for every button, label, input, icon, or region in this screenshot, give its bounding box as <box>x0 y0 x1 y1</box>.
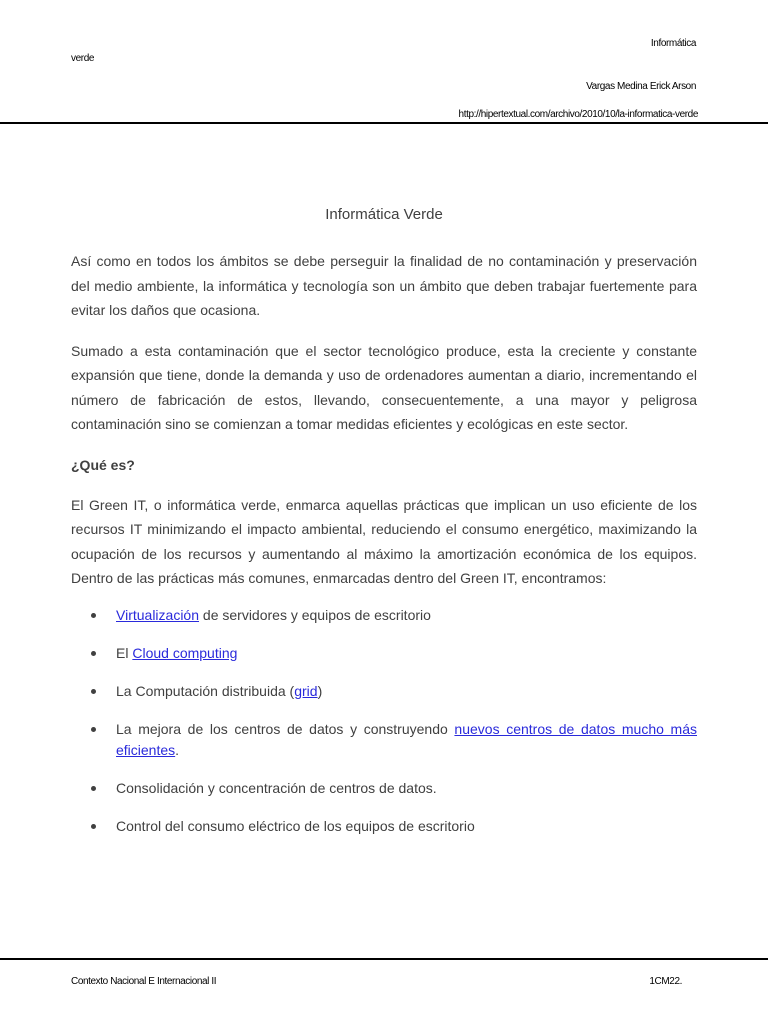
list-item-text: El <box>116 644 133 661</box>
list-item <box>71 719 697 761</box>
paragraph: Sumado a esta contaminación que el sector tecnológico produce, esta la creciente y constante expansión que tiene, donde la demanda y uso de ordenadores aumentan a diario, incrementando el número de fabricación de estos, llevando, consecuentemente, a una mayor y peligrosa contaminación sino se comienzan a tomar medidas eficientes y ecológicas en este sector. <box>71 342 697 432</box>
list-item-text: Consolidación y concentración de centros de datos. <box>116 779 437 796</box>
grid-link[interactable]: grid <box>294 682 318 699</box>
section-paragraph: El Green IT, o informática verde, enmarca aquellas prácticas que implican un uso eficiente de los recursos IT minimizando el impacto ambiental, reduciendo el consumo energético, maximizando la ocupación de los recursos y aumentando al máximo la amortización económica de los equipos. Dentro de las prácticas más comunes, enmarcadas dentro del Green IT, encontramos: <box>71 496 697 586</box>
bullet-icon <box>91 824 96 829</box>
footer-course: Contexto Nacional E Internacional II <box>71 976 217 987</box>
practices-list <box>71 605 697 837</box>
document-body <box>71 249 697 854</box>
list-item <box>71 816 697 837</box>
bullet-icon <box>91 727 96 732</box>
paragraph: Así como en todos los ámbitos se debe perseguir la finalidad de no contaminación y preservación del medio ambiente, la informática y tecnología son un ámbito que deben trabajar fuertemente para evitar los daños que ocasiona. <box>71 253 697 318</box>
header-title-part1: Informática <box>650 38 696 49</box>
list-item <box>71 778 697 799</box>
virtualizacion-link[interactable]: Virtualización <box>116 606 200 623</box>
bullet-icon <box>91 651 96 656</box>
section-heading: ¿Qué es? <box>71 456 135 473</box>
list-item-text: . <box>175 741 180 758</box>
document-title: Informática Verde <box>325 206 443 223</box>
list-item-text: ) <box>317 682 323 699</box>
footer-divider <box>0 958 768 960</box>
list-item-text: de servidores y equipos de escritorio <box>199 606 431 623</box>
list-item <box>71 681 697 702</box>
header-divider <box>0 122 768 124</box>
header-author: Vargas Medina Erick Arson <box>586 81 696 92</box>
bullet-icon <box>91 613 96 618</box>
header-url: http://hipertextual.com/archivo/2010/10/la-informatica-verde <box>458 109 698 120</box>
list-item <box>71 643 697 664</box>
header-title-part2: verde <box>71 53 95 64</box>
list-item <box>71 605 697 626</box>
bullet-icon <box>91 786 96 791</box>
footer-group: 1CM22. <box>649 976 682 987</box>
cloud-computing-link[interactable]: Cloud computing <box>132 644 238 661</box>
list-item-text: Control del consumo eléctrico de los equipos de escritorio <box>116 817 475 834</box>
data-centers-link[interactable]: nuevos centros de datos mucho más eficientes <box>116 720 697 758</box>
list-item-text: La Computación distribuida ( <box>116 682 295 699</box>
list-item-text: La mejora de los centros de datos y construyendo <box>116 720 455 737</box>
bullet-icon <box>91 689 96 694</box>
